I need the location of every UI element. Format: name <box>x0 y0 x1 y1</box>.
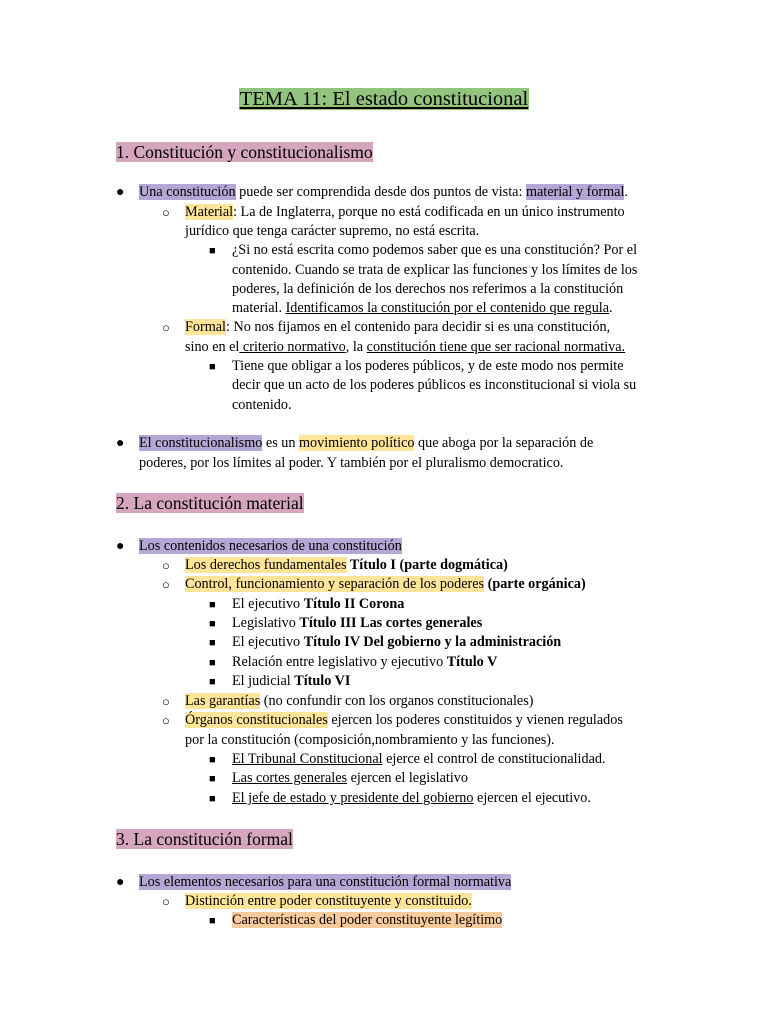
paragraph-line: El ejecutivo Título II Corona <box>232 596 405 612</box>
paragraph-line: El constitucionalismo es un movimiento político que aboga por la separación de <box>139 435 594 451</box>
paragraph-line: Órganos constitucionales ejercen los poderes constituidos y vienen regulados <box>185 712 623 728</box>
paragraph-line: por la constitución (composición,nombramiento y las funciones). <box>185 732 555 748</box>
paragraph-line: Los elementos necesarios para una constitución formal normativa <box>139 874 512 890</box>
section-heading-2: 2. La constitución material <box>116 493 304 513</box>
square-bullet: ■ <box>209 676 216 688</box>
square-bullet: ■ <box>209 637 216 649</box>
circle-bullet: ○ <box>162 713 170 728</box>
square-bullet: ■ <box>209 793 216 805</box>
paragraph-line: El jefe de estado y presidente del gobierno ejercen el ejecutivo. <box>232 790 591 806</box>
square-bullet: ■ <box>209 361 216 373</box>
square-bullet: ■ <box>209 915 216 927</box>
disc-bullet: ● <box>116 875 125 890</box>
paragraph-line: Control, funcionamiento y separación de los poderes (parte orgánica) <box>185 576 586 592</box>
paragraph-line: Los derechos fundamentales Título I (parte dogmática) <box>185 557 508 573</box>
square-bullet: ■ <box>209 773 216 785</box>
paragraph-line: Formal: No nos fijamos en el contenido para decidir si es una constitución, <box>185 319 611 335</box>
circle-bullet: ○ <box>162 694 170 709</box>
paragraph-line: El judicial Título VI <box>232 673 351 689</box>
section-heading-1: 1. Constitución y constitucionalismo <box>116 142 373 162</box>
paragraph-line: Las cortes generales ejercen el legislativo <box>232 770 468 786</box>
paragraph-line: Relación entre legislativo y ejecutivo Título V <box>232 654 498 670</box>
section-heading-3: 3. La constitución formal <box>116 829 293 849</box>
paragraph-line: Distinción entre poder constituyente y constituido. <box>185 893 472 909</box>
square-bullet: ■ <box>209 754 216 766</box>
disc-bullet: ● <box>116 185 125 200</box>
circle-bullet: ○ <box>162 320 170 335</box>
square-bullet: ■ <box>209 618 216 630</box>
disc-bullet: ● <box>116 436 125 451</box>
paragraph-line: jurídico que tenga carácter supremo, no está escrita. <box>185 223 480 239</box>
circle-bullet: ○ <box>162 894 170 909</box>
circle-bullet: ○ <box>162 577 170 592</box>
paragraph-line: contenido. <box>232 397 292 413</box>
square-bullet: ■ <box>209 599 216 611</box>
square-bullet: ■ <box>209 245 216 257</box>
paragraph-line: Los contenidos necesarios de una constitución <box>139 538 402 554</box>
square-bullet: ■ <box>209 657 216 669</box>
paragraph-line: poderes, la definición de los derechos nos referimos a la constitución <box>232 281 624 297</box>
paragraph-line: El ejecutivo Título IV Del gobierno y la administración <box>232 634 562 650</box>
paragraph-line: Material: La de Inglaterra, porque no está codificada en un único instrumento <box>185 204 625 220</box>
paragraph-line: Legislativo Título III Las cortes generales <box>232 615 483 631</box>
paragraph-line: decir que un acto de los poderes públicos es inconstitucional si viola su <box>232 377 637 393</box>
paragraph-line: El Tribunal Constitucional ejerce el control de constitucionalidad. <box>232 751 606 767</box>
paragraph-line: sino en el criterio normativo, la constitución tiene que ser racional normativa. <box>185 339 626 355</box>
paragraph-line: material. Identificamos la constitución por el contenido que regula. <box>232 300 613 316</box>
circle-bullet: ○ <box>162 558 170 573</box>
circle-bullet: ○ <box>162 205 170 220</box>
paragraph-line: Una constitución puede ser comprendida desde dos puntos de vista: material y formal. <box>139 184 628 200</box>
paragraph-line: Tiene que obligar a los poderes públicos, y de este modo nos permite <box>232 358 624 374</box>
disc-bullet: ● <box>116 539 125 554</box>
paragraph-line: contenido. Cuando se trata de explicar las funciones y los límites de los <box>232 262 638 278</box>
page-title: TEMA 11: El estado constitucional <box>239 88 529 110</box>
paragraph-line: Las garantías (no confundir con los organos constitucionales) <box>185 693 534 709</box>
paragraph-line: ¿Si no está escrita como podemos saber que es una constitución? Por el <box>232 242 638 258</box>
paragraph-line: poderes, por los límites al poder. Y también por el pluralismo democratico. <box>139 455 564 471</box>
paragraph-line: Características del poder constituyente legítimo <box>232 912 503 928</box>
